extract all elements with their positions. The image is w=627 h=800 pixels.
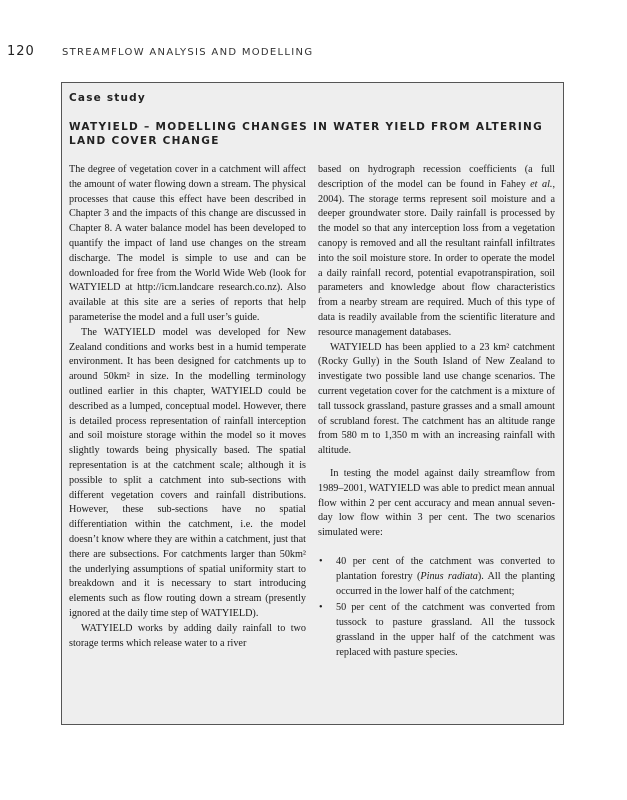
left-column: [69, 163, 306, 651]
scenario-list: [318, 555, 555, 661]
italic-text: Pinus radiata: [420, 570, 478, 582]
body-paragraph: In testing the model against daily streamflow from 1989–2001, WATYIELD was able to predict mean annual flow within 2 per cent accuracy and mean annual seven-day low flow within 3 per cent. The two scenarios simulated were:: [318, 467, 555, 539]
page-number: 120: [7, 44, 35, 59]
list-item: [318, 555, 555, 599]
text-run: , 2004). The storage terms represent soil moisture and a deeper groundwater store. Daily rainfall is processed by the model so that any interception loss from a vegetation canopy is removed and all the resultant rainfall infiltrates into the soil moisture store. In order to operate the model a daily rainfall record, potential evapotranspiration, soil parameters and knowledge about flow characteristics from a nearby stream are required. Much of this type of data is readily available from the scientific literature and resource management databases.: [318, 178, 555, 338]
running-head: STREAMFLOW ANALYSIS AND MODELLING: [62, 47, 314, 58]
body-paragraph: [318, 163, 555, 341]
italic-text: et al.: [530, 178, 553, 190]
body-paragraph: WATYIELD works by adding daily rainfall to two storage terms which release water to a river: [69, 622, 306, 649]
text-run: ). All the planting occurred in the lower half of the catchment;: [336, 570, 555, 597]
text-run: 40 per cent of the catchment was converted to plantation forestry (: [336, 555, 555, 582]
body-paragraph: The degree of vegetation cover in a catchment will affect the amount of water flowing down a stream. The physical processes that cause this effect have been described in Chapter 3 and the impacts of this change are discussed in Chapter 8. A water balance model has been developed to quantify the impact of land use changes on the stream discharge. The model is simple to use and can be downloaded for free from the World Wide Web (look for WATYIELD at http://icm.landcare research.co.nz). Also available at this site are a series of reports that help parameterise the model and a full user’s guide.: [69, 164, 306, 323]
list-item: • 50 per cent of the catchment was converted from tussock to pasture grassland. All the tussock grassland in the upper half of the catchment was replaced with pasture species.: [318, 601, 555, 660]
text-run: based on hydrograph recession coefficients (a full description of the model can be found in Fahey: [318, 164, 555, 190]
right-column: [318, 163, 555, 661]
case-study-title: WATYIELD – MODELLING CHANGES IN WATER YIELD FROM ALTERING LAND COVER CHANGE: [69, 121, 544, 147]
body-paragraph: WATYIELD has been applied to a 23 km² catchment (Rocky Gully) in the South Island of New Zealand to investigate two possible land use change scenarios. The current vegetation cover for the catchment is a mixture of tall tussock grassland, pasture grasses and a small amount of scrubland forest. The catchment has an altitude range from 580 m to 1,350 m with an increasing rainfall with altitude.: [318, 341, 555, 457]
case-study-label: Case study: [69, 92, 146, 104]
body-paragraph: The WATYIELD model was developed for New Zealand conditions and works best in a humid temperate environment. It has been designed for catchments up to around 50km² in size. In the modelling terminology outlined earlier in this chapter, WATYIELD could be described as a lumped, conceptual model. However, there is detailed process representation of rainfall interception and soil moisture storage within the model so it moves slightly towards being physically based. The spatial representation is at the catchment scale; although it is possible to split a catchment into sub-sections with different vegetation covers and rainfall distributions. However, these sub-sections have no spatial differentiation within the catchment, i.e. the model doesn’t know where they are within a catchment, just that there are subsections. For catchments larger than 50km² the underlying assumptions of spatial uniformity start to breakdown and it is necessary to start introducing elements such as flow routing down a stream (presently ignored at the daily time step of WATYIELD).: [69, 326, 306, 619]
case-study-box: [61, 82, 564, 725]
